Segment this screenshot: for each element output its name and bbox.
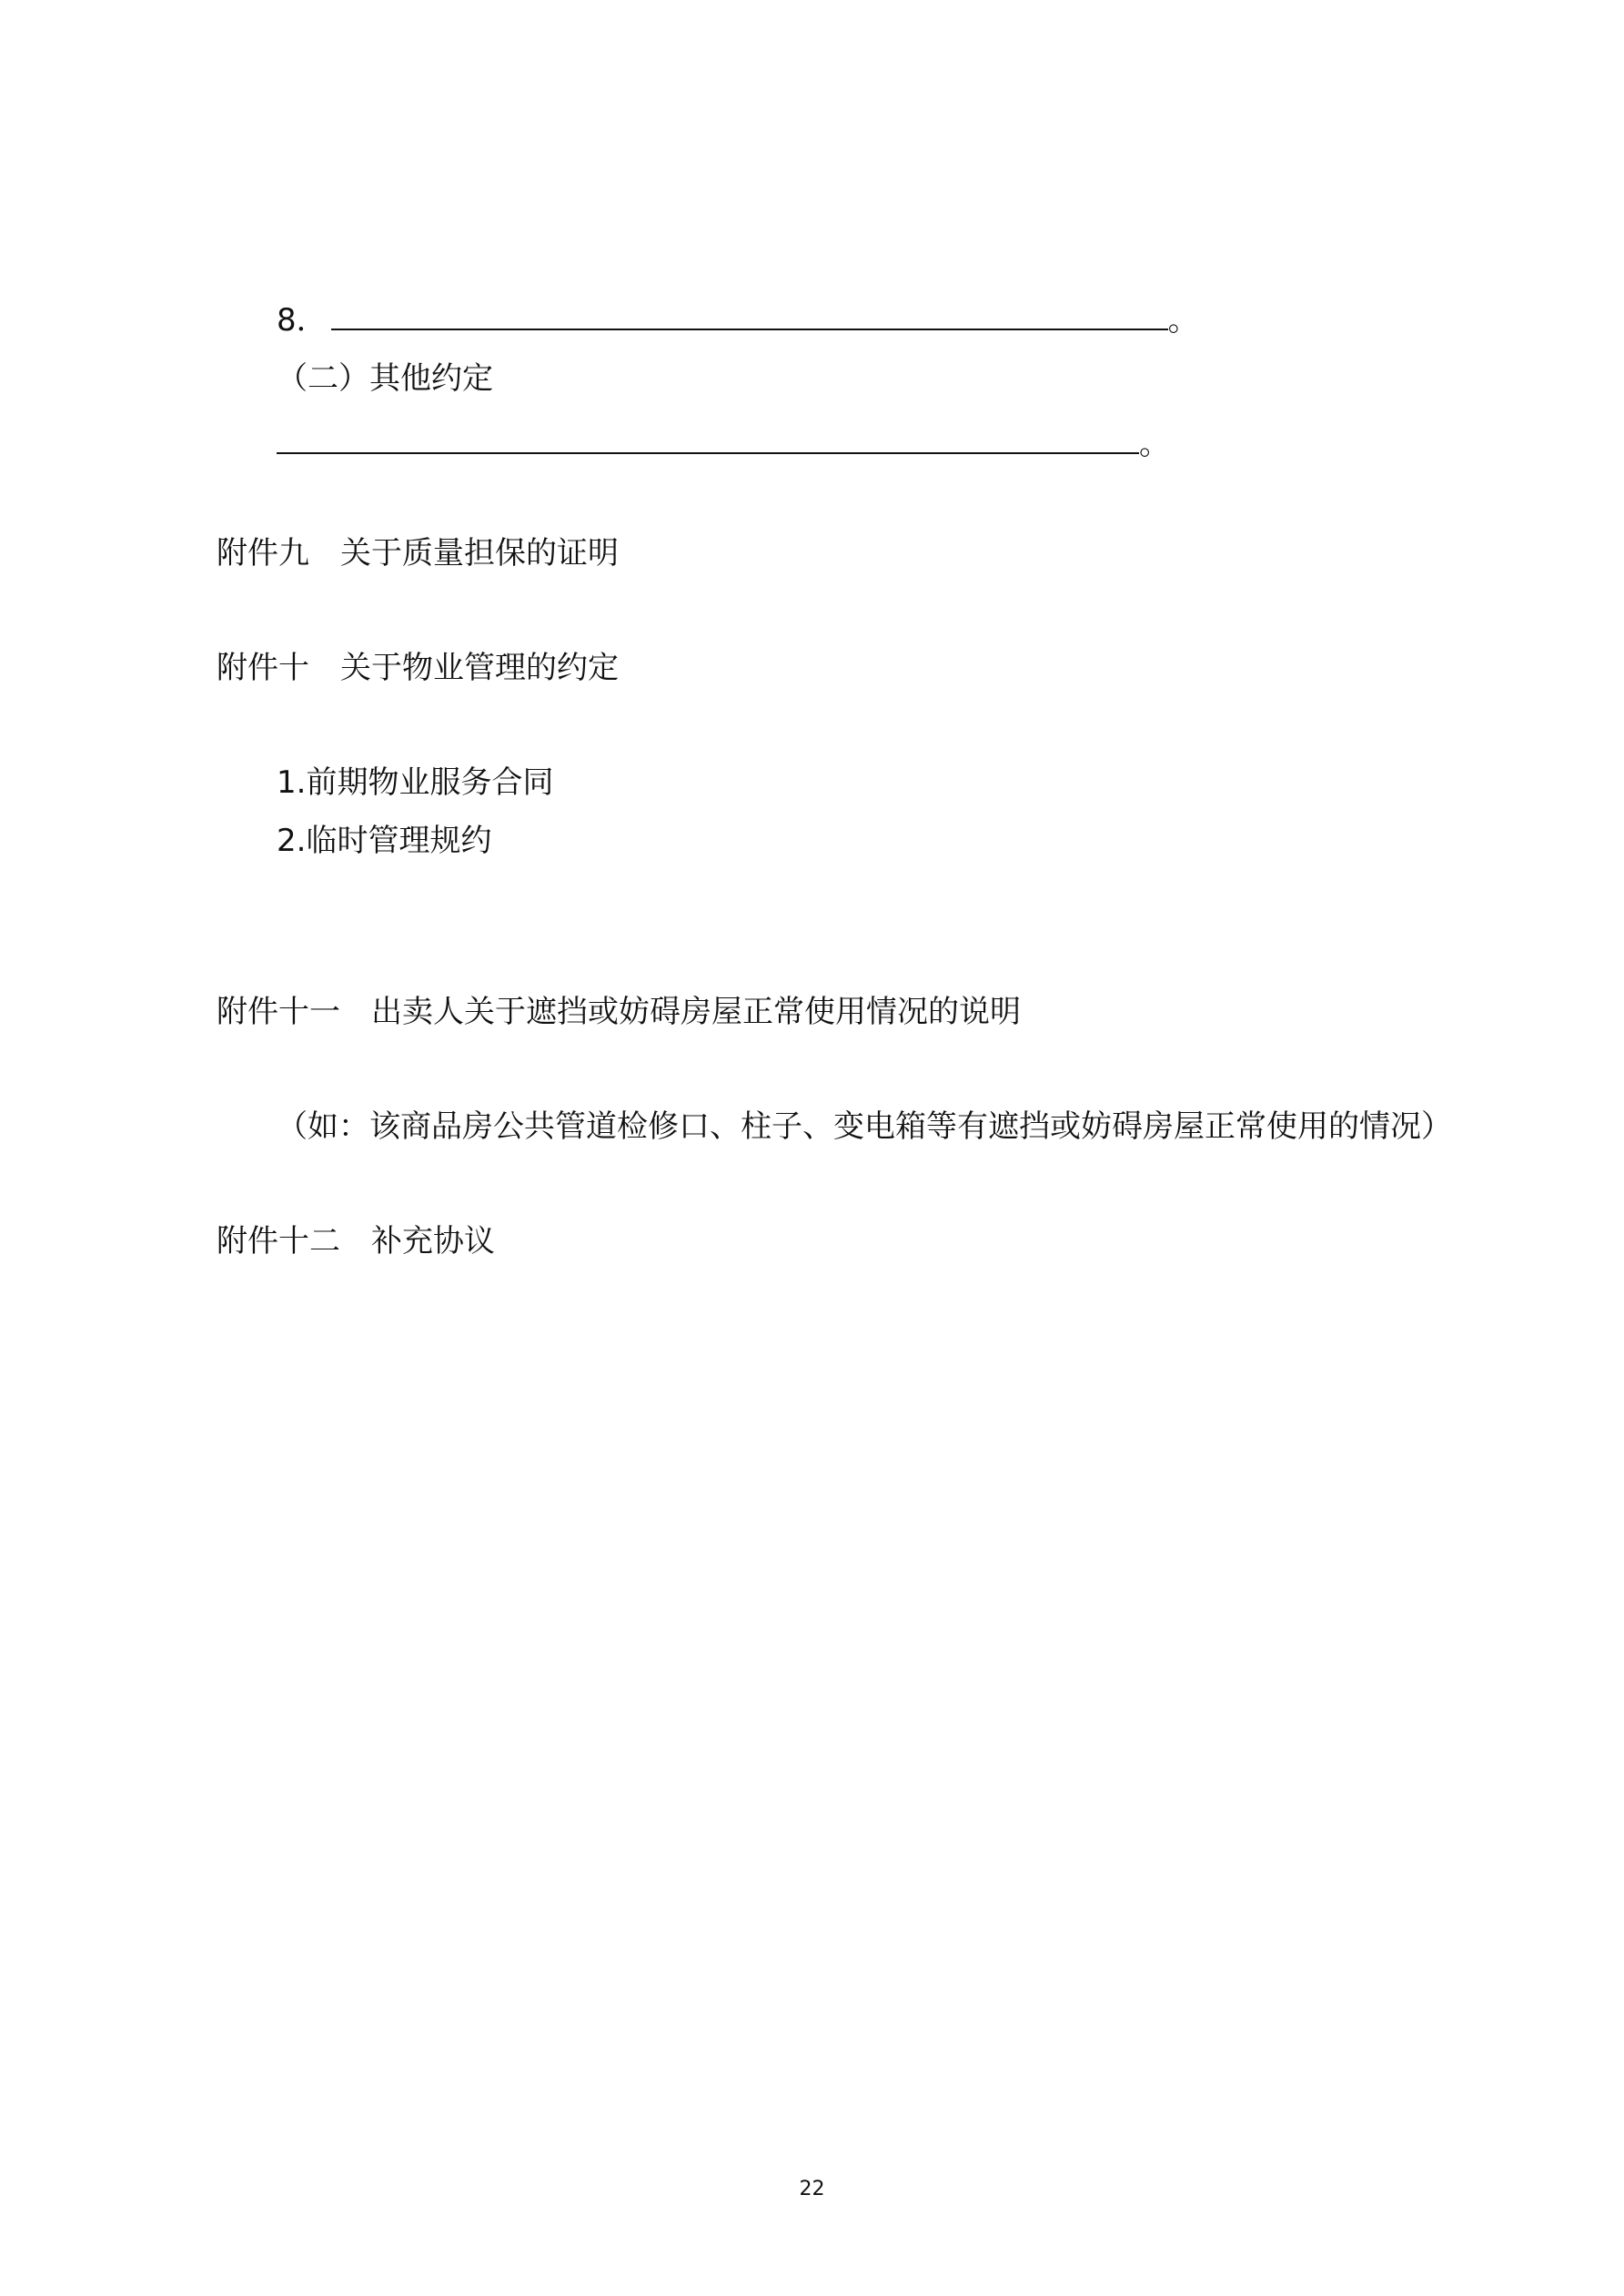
appendix-9-label: 附件九 (217, 535, 309, 571)
appendix-11-title: 出卖人关于遮挡或妨碍房屋正常使用情况的说明 (371, 994, 1021, 1030)
other-agreements-heading: （二）其他约定 (277, 360, 493, 397)
appendix-11-label: 附件十一 (217, 994, 340, 1030)
appendix-10-item: 1.前期物业服务合同 (277, 764, 554, 801)
appendix-11-note: （如：该商品房公共管道检修口、柱子、变电箱等有遮挡或妨碍房屋正常使用的情况） (277, 1108, 1452, 1145)
appendix-10-heading (217, 648, 619, 688)
appendix-10-item: 2.临时管理规约 (277, 823, 492, 859)
appendix-11-heading (217, 992, 1021, 1032)
other-agreements-end: 。 (1139, 426, 1170, 462)
appendix-9-title: 关于质量担保的证明 (340, 535, 619, 571)
item-8-number: 8． (277, 302, 328, 339)
item-8-blank (331, 301, 1168, 330)
item-8-end: 。 (1167, 302, 1199, 339)
other-agreements-blank (277, 425, 1139, 454)
other-agreements-line (277, 424, 1170, 464)
appendix-12-label: 附件十二 (217, 1223, 340, 1259)
page-number: 22 (799, 2178, 825, 2200)
appendix-12-title: 补充协议 (371, 1223, 495, 1259)
appendix-10-label: 附件十 (217, 650, 309, 686)
item-8-line (277, 300, 1199, 340)
appendix-9-heading (217, 533, 619, 573)
appendix-10-title: 关于物业管理的约定 (340, 650, 619, 686)
appendix-12-heading (217, 1221, 495, 1261)
